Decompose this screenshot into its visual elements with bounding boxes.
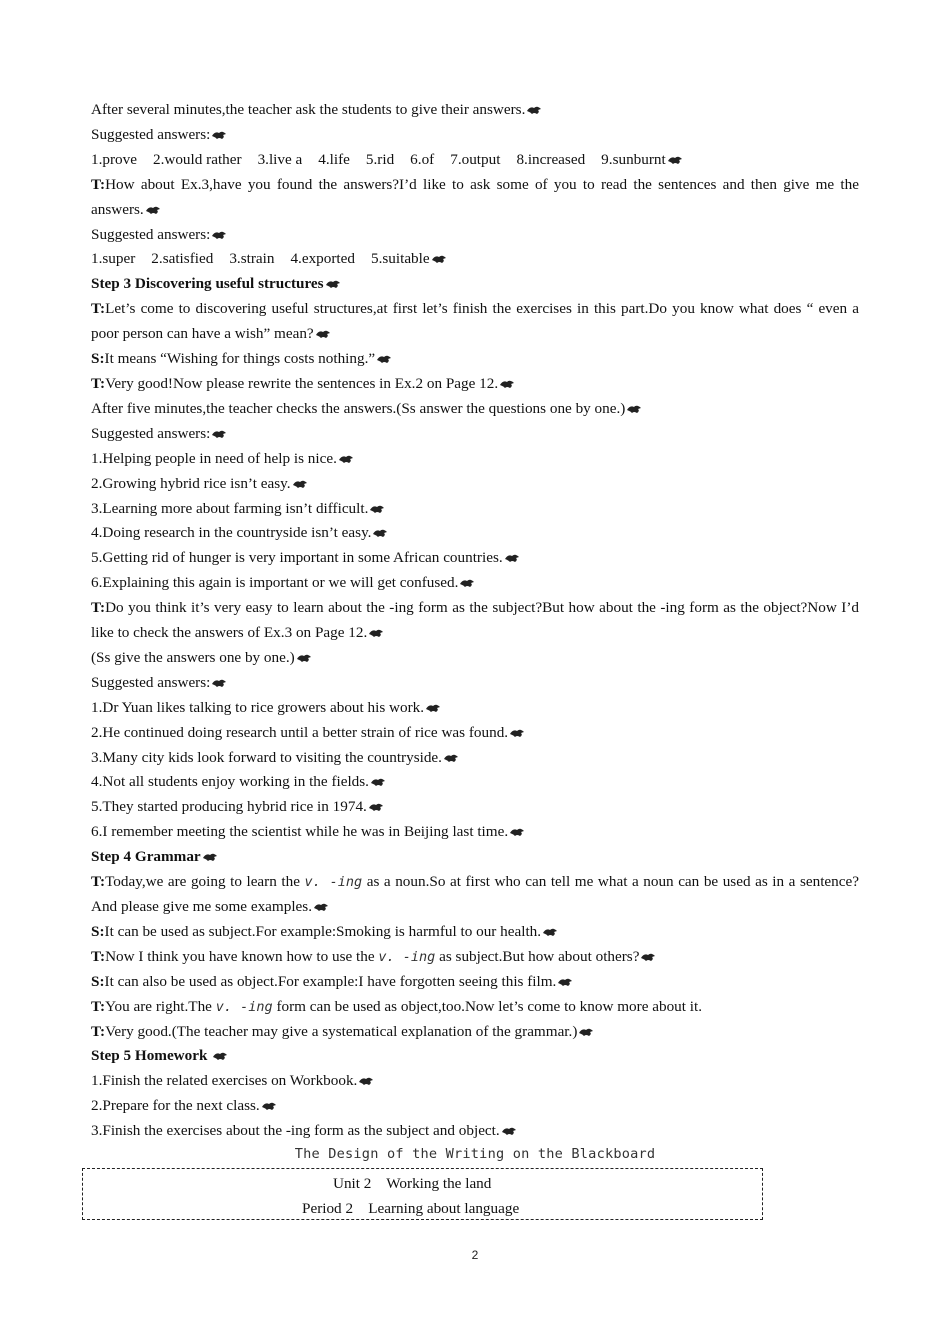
paragraph-mark-icon bbox=[459, 578, 475, 588]
grammar-term: v. -ing bbox=[215, 998, 273, 1015]
line-text: Suggested answers: bbox=[91, 225, 211, 243]
text-line bbox=[91, 671, 859, 696]
line-text: 3.Finish the exercises about the -ing form as the subject and object. bbox=[91, 1122, 500, 1140]
document-body bbox=[91, 98, 859, 1144]
paragraph-mark-icon bbox=[368, 628, 384, 638]
blackboard-unit-line: Unit 2 Working the land bbox=[333, 1175, 492, 1192]
answer-item: 4.exported bbox=[290, 250, 355, 268]
paragraph-mark-icon bbox=[501, 1126, 517, 1136]
line-text: After several minutes,the teacher ask the students to give their answers. bbox=[91, 101, 526, 118]
paragraph-mark-icon bbox=[542, 927, 558, 937]
line-text: 3.Many city kids look forward to visiting the countryside. bbox=[91, 748, 442, 766]
paragraph-mark-icon bbox=[313, 902, 329, 912]
text-line bbox=[91, 546, 859, 571]
paragraph-mark-icon bbox=[358, 1076, 374, 1086]
paragraph-mark-icon bbox=[370, 777, 386, 787]
heading-text: Step 5 Homework bbox=[91, 1047, 212, 1065]
answer-item: 1.prove bbox=[91, 150, 137, 168]
paragraph-mark-icon bbox=[376, 354, 392, 364]
dialogue-text: Very good.(The teacher may give a systematical explanation of the grammar.) bbox=[105, 1022, 578, 1040]
speaker-label: T: bbox=[91, 873, 106, 891]
heading-text: Step 3 Discovering useful structures bbox=[91, 275, 324, 293]
text-line bbox=[91, 820, 859, 845]
text-line bbox=[91, 123, 859, 148]
text-line bbox=[91, 746, 859, 771]
dialogue-text: Today,we are going to learn the bbox=[105, 873, 305, 891]
dialogue-line bbox=[91, 870, 859, 920]
paragraph-mark-icon bbox=[504, 553, 520, 563]
dialogue-text: as a noun.So at first who can tell me what a noun can be used as in a sentence?And please give me some examples. bbox=[91, 873, 859, 915]
text-line bbox=[91, 721, 859, 746]
answer-item: 7.output bbox=[450, 150, 501, 168]
paragraph-mark-icon bbox=[292, 479, 308, 489]
dialogue-text: form can be used as object,too.Now let’s come to know more about it. bbox=[272, 997, 703, 1015]
speaker-label: S: bbox=[91, 922, 105, 940]
paragraph-mark-icon bbox=[145, 205, 161, 215]
dialogue-line bbox=[91, 1020, 859, 1045]
dialogue-text: It can also be used as object.For example:I have forgotten seeing this film. bbox=[104, 972, 557, 990]
text-line bbox=[91, 770, 859, 795]
paragraph-mark-icon bbox=[431, 254, 447, 264]
step-heading bbox=[91, 272, 859, 297]
paragraph-mark-icon bbox=[372, 528, 388, 538]
paragraph-mark-icon bbox=[509, 827, 525, 837]
dialogue-line bbox=[91, 347, 859, 372]
line-text: (Ss give the answers one by one.) bbox=[91, 648, 295, 666]
text-line bbox=[91, 795, 859, 820]
answer-item: 5.rid bbox=[365, 150, 395, 168]
speaker-label: T: bbox=[91, 374, 106, 392]
speaker-label: S: bbox=[91, 972, 105, 990]
paragraph-mark-icon bbox=[202, 852, 218, 862]
text-line bbox=[91, 223, 859, 248]
text-line bbox=[91, 422, 859, 447]
paragraph-mark-icon bbox=[211, 130, 227, 140]
dialogue-text: Let’s come to discovering useful structures,at first let’s finish the exercises in this part.Do you know what does “ even a poor person can have a wish” mean? bbox=[91, 300, 859, 343]
blackboard-box bbox=[82, 1168, 763, 1220]
blackboard-title: The Design of the Writing on the Blackboard bbox=[294, 1146, 656, 1162]
text-line bbox=[91, 571, 859, 596]
paragraph-mark-icon bbox=[368, 802, 384, 812]
line-text: Suggested answers: bbox=[91, 424, 211, 442]
dialogue-line bbox=[91, 945, 859, 970]
answer-item: 9.sunburnt bbox=[601, 150, 666, 168]
dialogue-text: Now I think you have known how to use the bbox=[105, 947, 379, 965]
line-text: 2.He continued doing research until a better strain of rice was found. bbox=[91, 723, 509, 741]
speaker-label: S: bbox=[91, 350, 105, 368]
text-line bbox=[91, 696, 859, 721]
line-text: 2.Prepare for the next class. bbox=[91, 1097, 260, 1115]
text-line bbox=[91, 646, 859, 671]
dialogue-line bbox=[91, 297, 859, 347]
paragraph-mark-icon bbox=[499, 379, 515, 389]
text-line bbox=[91, 497, 859, 522]
answer-item: 2.would rather bbox=[152, 150, 242, 168]
line-text: After five minutes,the teacher checks the answers.(Ss answer the questions one by one.) bbox=[91, 399, 626, 417]
speaker-label: T: bbox=[91, 1022, 106, 1040]
line-text: 2.Growing hybrid rice isn’t easy. bbox=[91, 474, 291, 492]
paragraph-mark-icon bbox=[212, 1051, 228, 1061]
dialogue-text: Very good!Now please rewrite the sentences in Ex.2 on Page 12. bbox=[105, 374, 499, 392]
step-heading bbox=[91, 1044, 859, 1069]
heading-text: Step 4 Grammar bbox=[91, 848, 201, 866]
answer-item: 5.suitable bbox=[370, 250, 430, 268]
page-number: 2 bbox=[471, 1248, 479, 1262]
paragraph-mark-icon bbox=[443, 753, 459, 763]
dialogue-line bbox=[91, 920, 859, 945]
dialogue-line bbox=[91, 596, 859, 646]
line-text: 4.Doing research in the countryside isn’t easy. bbox=[91, 524, 372, 542]
blackboard-period-line: Period 2 Learning about language bbox=[302, 1200, 520, 1217]
line-text: 1.Dr Yuan likes talking to rice growers about his work. bbox=[91, 698, 425, 716]
answer-item: 2.satisfied bbox=[151, 250, 214, 268]
dialogue-text: It can be used as subject.For example:Smoking is harmful to our health. bbox=[104, 922, 542, 940]
answer-item: 6.of bbox=[410, 150, 435, 168]
answer-item: 3.strain bbox=[229, 250, 275, 268]
paragraph-mark-icon bbox=[640, 952, 656, 962]
grammar-term: v. -ing bbox=[378, 948, 436, 965]
text-line bbox=[91, 1094, 859, 1119]
answer-list bbox=[91, 148, 859, 173]
text-line bbox=[91, 472, 859, 497]
line-text: 5.They started producing hybrid rice in 1974. bbox=[91, 798, 367, 816]
answer-item: 3.live a bbox=[257, 150, 303, 168]
paragraph-mark-icon bbox=[296, 653, 312, 663]
answer-item: 4.life bbox=[318, 150, 350, 168]
text-line bbox=[91, 98, 859, 123]
text-line bbox=[91, 447, 859, 472]
dialogue-text: Do you think it’s very easy to learn about the -ing form as the subject?But how about the -ing form as the object?Now I’d like to check the answers of Ex.3 on Page 12. bbox=[91, 599, 859, 642]
text-line bbox=[91, 397, 859, 422]
paragraph-mark-icon bbox=[626, 404, 642, 414]
answer-list bbox=[91, 247, 859, 272]
paragraph-mark-icon bbox=[211, 429, 227, 439]
paragraph-mark-icon bbox=[526, 105, 542, 115]
paragraph-mark-icon bbox=[425, 703, 441, 713]
answer-item: 1.super bbox=[91, 250, 136, 268]
speaker-label: T: bbox=[91, 997, 106, 1015]
dialogue-text: You are right.The bbox=[105, 997, 216, 1015]
line-text: 6.Explaining this again is important or we will get confused. bbox=[91, 574, 459, 592]
dialogue-line bbox=[91, 970, 859, 995]
dialogue-text: as subject.But how about others? bbox=[435, 947, 640, 965]
line-text: 4.Not all students enjoy working in the fields. bbox=[91, 773, 369, 791]
paragraph-mark-icon bbox=[211, 230, 227, 240]
speaker-label: T: bbox=[91, 599, 106, 617]
paragraph-mark-icon bbox=[369, 504, 385, 514]
paragraph-mark-icon bbox=[338, 454, 354, 464]
line-text: Suggested answers: bbox=[91, 125, 211, 143]
line-text: Suggested answers: bbox=[91, 673, 211, 691]
speaker-label: T: bbox=[91, 300, 106, 318]
text-line bbox=[91, 1119, 859, 1144]
speaker-label: T: bbox=[91, 175, 106, 193]
text-line bbox=[91, 1069, 859, 1094]
grammar-term: v. -ing bbox=[304, 874, 363, 891]
line-text: 3.Learning more about farming isn’t difficult. bbox=[91, 499, 369, 517]
answer-item: 8.increased bbox=[516, 150, 586, 168]
paragraph-mark-icon bbox=[261, 1101, 277, 1111]
speaker-label: T: bbox=[91, 947, 106, 965]
dialogue-line bbox=[91, 372, 859, 397]
line-text: 6.I remember meeting the scientist while he was in Beijing last time. bbox=[91, 823, 509, 841]
text-line bbox=[91, 521, 859, 546]
dialogue-text: It means “Wishing for things costs nothing.” bbox=[104, 350, 376, 368]
paragraph-mark-icon bbox=[578, 1027, 594, 1037]
dialogue-line bbox=[91, 173, 859, 223]
paragraph-mark-icon bbox=[325, 279, 341, 289]
paragraph-mark-icon bbox=[211, 678, 227, 688]
paragraph-mark-icon bbox=[667, 155, 683, 165]
step-heading bbox=[91, 845, 859, 870]
paragraph-mark-icon bbox=[557, 977, 573, 987]
line-text: 5.Getting rid of hunger is very important in some African countries. bbox=[91, 549, 503, 567]
line-text: 1.Helping people in need of help is nice. bbox=[91, 449, 337, 467]
paragraph-mark-icon bbox=[509, 728, 525, 738]
line-text: 1.Finish the related exercises on Workbook. bbox=[91, 1072, 358, 1090]
dialogue-line bbox=[91, 995, 859, 1020]
paragraph-mark-icon bbox=[315, 329, 331, 339]
dialogue-text: How about Ex.3,have you found the answers?I’d like to ask some of you to read the sentences and then give me the answers. bbox=[91, 175, 859, 218]
